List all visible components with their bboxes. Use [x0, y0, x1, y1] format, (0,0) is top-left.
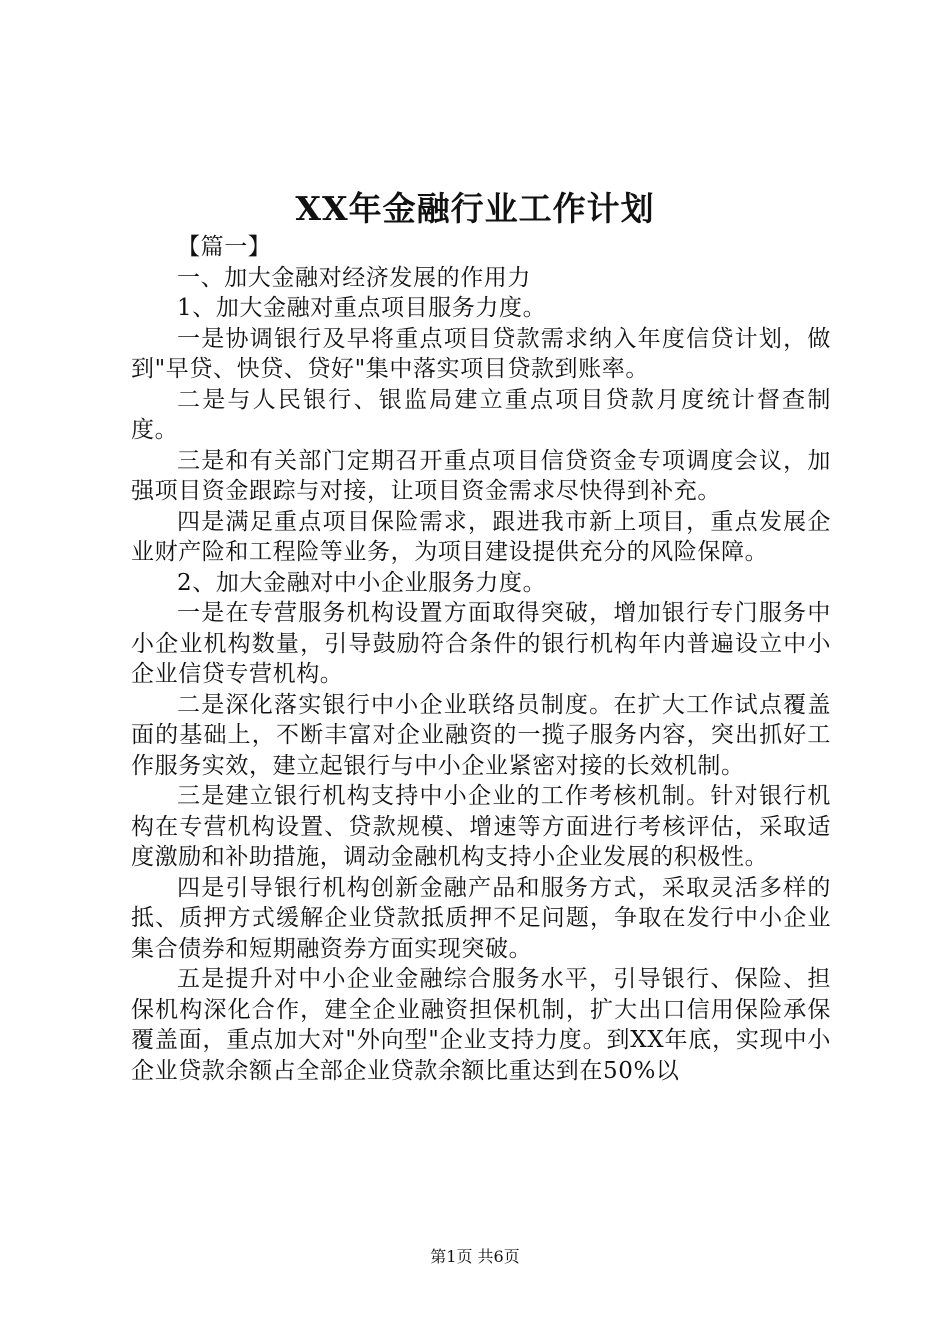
- document-body: [131, 232, 831, 1086]
- paragraph: 三是和有关部门定期召开重点项目信贷资金专项调度会议，加强项目资金跟踪与对接，让项目资金需求尽快得到补充。: [131, 447, 831, 504]
- paragraph: 一是在专营服务机构设置方面取得突破，增加银行专门服务中小企业机构数量，引导鼓励符合条件的银行机构年内普遍设立中小企业信贷专营机构。: [131, 600, 831, 687]
- paragraph: 五是提升对中小企业金融综合服务水平，引导银行、保险、担保机构深化合作，建全企业融资担保机制，扩大出口信用保险承保覆盖面，重点加大对"外向型"企业支持力度。到XX年底，实现中小企业贷款余额占全部企业贷款余额比重达到在50%以: [131, 966, 831, 1084]
- section-label: 【篇一】: [177, 234, 272, 260]
- paragraph: 二是深化落实银行中小企业联络员制度。在扩大工作试点覆盖面的基础上，不断丰富对企业融资的一揽子服务内容，突出抓好工作服务实效，建立起银行与中小企业紧密对接的长效机制。: [131, 691, 831, 779]
- heading-level-2: 2、加大金融对中小企业服务力度。: [177, 569, 547, 596]
- paragraph: 四是引导银行机构创新金融产品和服务方式，采取灵活多样的抵、质押方式缓解企业贷款抵质押不足问题，争取在发行中小企业集合债券和短期融资券方面实现突破。: [131, 874, 831, 962]
- paragraph: 四是满足重点项目保险需求，跟进我市新上项目，重点发展企业财产险和工程险等业务，为项目建设提供充分的风险保障。: [131, 508, 831, 565]
- heading-level-1: 一、加大金融对经济发展的作用力: [177, 264, 531, 291]
- heading-level-2: 1、加大金融对重点项目服务力度。: [177, 295, 547, 321]
- paragraph: 一是协调银行及早将重点项目贷款需求纳入年度信贷计划，做到"早贷、快贷、贷好"集中落实项目贷款到账率。: [131, 325, 831, 382]
- paragraph: 二是与人民银行、银监局建立重点项目贷款月度统计督查制度。: [131, 386, 831, 443]
- paragraph: 三是建立银行机构支持中小企业的工作考核机制。针对银行机构在专营机构设置、贷款规模、增速等方面进行考核评估，采取适度激励和补助措施，调动金融机构支持小企业发展的积极性。: [131, 783, 831, 870]
- page-title: XX年金融行业工作计划: [295, 189, 655, 228]
- page-footer: 第1页 共6页: [430, 1247, 520, 1266]
